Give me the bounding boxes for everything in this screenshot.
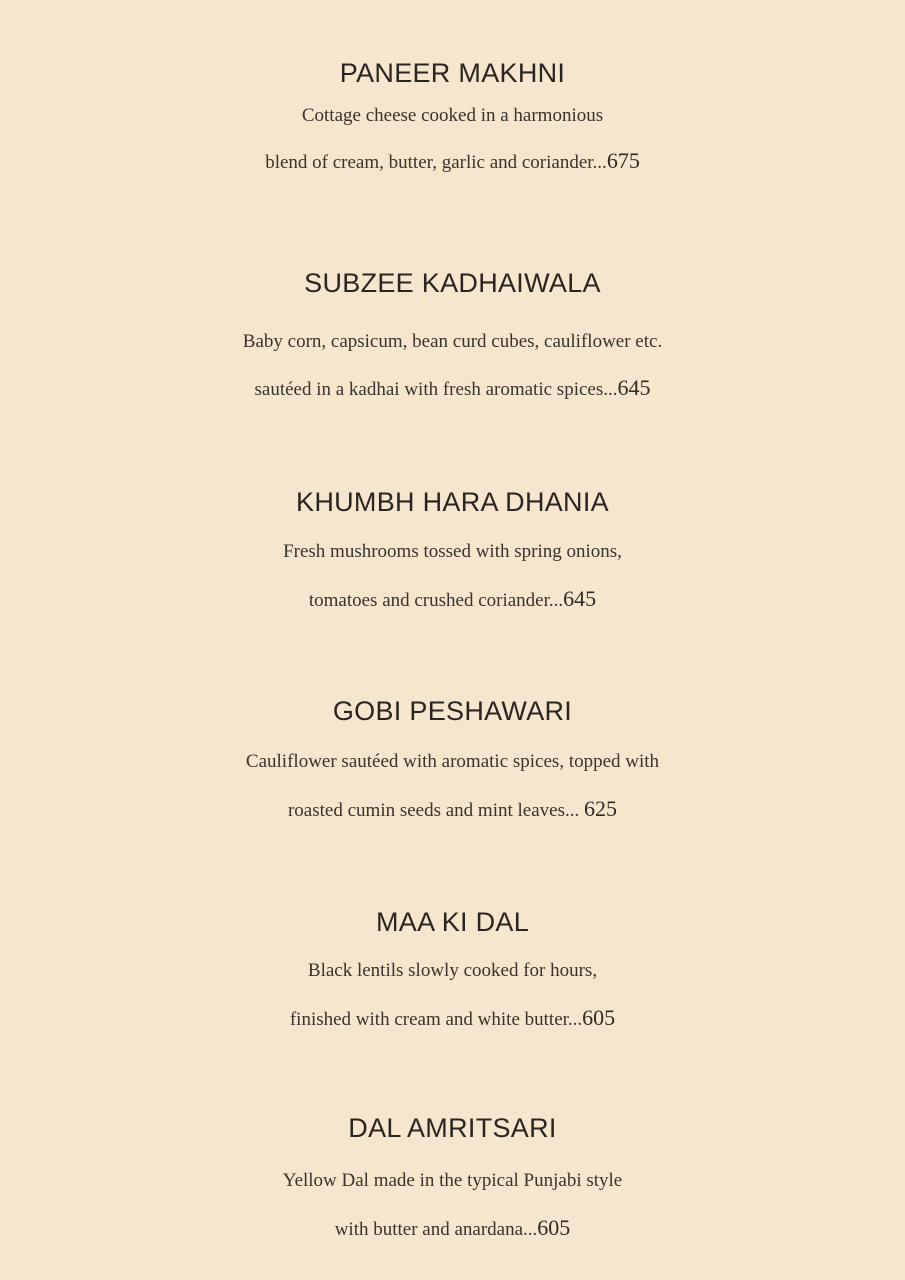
item-price: 605 (582, 1005, 616, 1030)
item-description-line-2: blend of cream, butter, garlic and coriander...675 (265, 148, 640, 173)
menu-item-paneer-makhni (0, 56, 905, 90)
item-price: 645 (617, 375, 651, 400)
item-price: 645 (563, 586, 597, 611)
item-price: 625 (584, 796, 617, 821)
item-name: PANEER MAKHNI (339, 58, 566, 88)
item-description-line-2: with butter and anardana...605 (334, 1215, 571, 1240)
item-description-line-1: Fresh mushrooms tossed with spring onions, (283, 541, 622, 562)
item-name: SUBZEE KADHAIWALA (304, 268, 601, 298)
item-description-line-2: roasted cumin seeds and mint leaves... 625 (287, 796, 617, 821)
item-name: DAL AMRITSARI (348, 1113, 557, 1143)
item-description-line-1: Yellow Dal made in the typical Punjabi style (282, 1170, 623, 1191)
menu-item-maa-ki-dal (0, 905, 905, 939)
item-price: 675 (606, 148, 640, 173)
item-description-line-1: Cottage cheese cooked in a harmonious (301, 105, 604, 126)
item-description-line-1: Cauliflower sautéed with aromatic spices, topped with (245, 751, 660, 772)
menu-item-khumbh-hara-dhania (0, 485, 905, 519)
item-price: 605 (537, 1215, 571, 1240)
item-name: GOBI PESHAWARI (332, 696, 573, 726)
item-name: MAA KI DAL (375, 907, 530, 937)
item-description-line-2: sautéed in a kadhai with fresh aromatic spices...645 (254, 375, 651, 400)
menu-item-subzee-kadhaiwala (0, 266, 905, 300)
item-description-line-2: finished with cream and white butter...605 (289, 1005, 616, 1030)
menu-item-dal-amritsari (0, 1111, 905, 1145)
item-description-line-1: Black lentils slowly cooked for hours, (307, 960, 598, 981)
item-name: KHUMBH HARA DHANIA (296, 487, 609, 517)
item-description-line-1: Baby corn, capsicum, bean curd cubes, cauliflower etc. (242, 331, 663, 352)
item-description-line-2: tomatoes and crushed coriander...645 (308, 586, 597, 611)
menu-item-gobi-peshawari (0, 694, 905, 728)
